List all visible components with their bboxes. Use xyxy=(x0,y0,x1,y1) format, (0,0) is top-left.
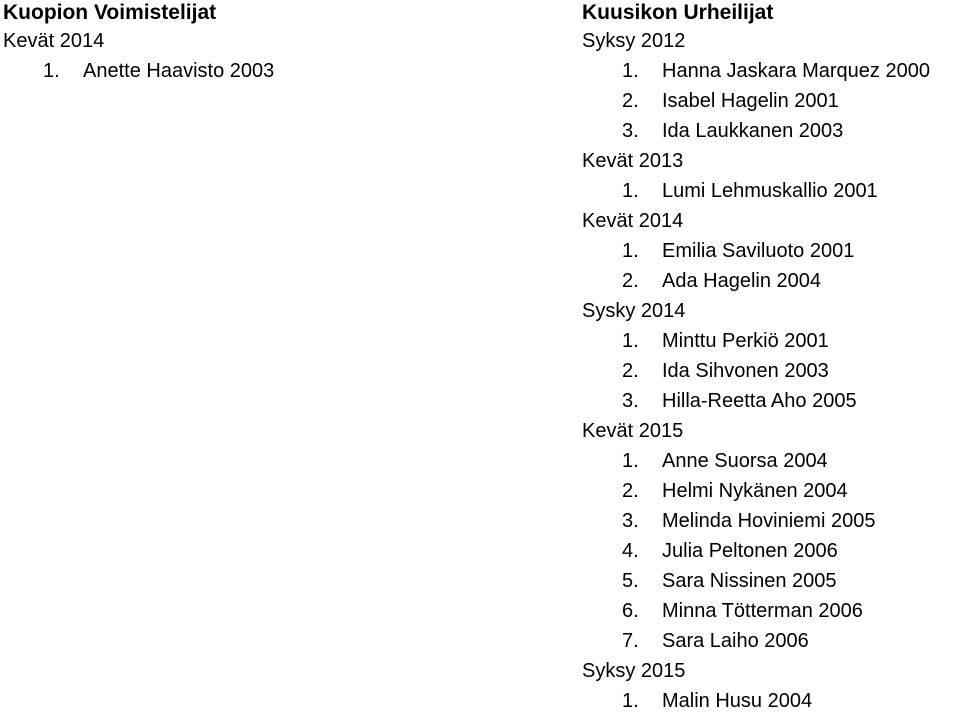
season-heading: Kevät 2014 xyxy=(3,30,105,52)
list-item-text: Malin Husu 2004 xyxy=(662,690,813,712)
list-item xyxy=(582,536,957,566)
list-item-text: Hilla-Reetta Aho 2005 xyxy=(662,390,857,412)
list-item-text: Helmi Nykänen 2004 xyxy=(662,480,848,502)
season-heading: Syksy 2012 xyxy=(582,30,686,52)
list-item xyxy=(582,116,957,146)
list-item xyxy=(582,86,957,116)
list-item-text: Julia Peltonen 2006 xyxy=(662,540,838,562)
list-item xyxy=(582,446,957,476)
season-heading: Kevät 2013 xyxy=(582,150,684,172)
season-heading: Syksy 2015 xyxy=(582,660,686,682)
list-item xyxy=(582,236,957,266)
list-item-number: 1. xyxy=(622,60,639,82)
list-item xyxy=(582,476,957,506)
list-item xyxy=(582,566,957,596)
list-item xyxy=(582,356,957,386)
list-item-number: 1. xyxy=(43,60,60,82)
list-item-text: Anne Suorsa 2004 xyxy=(662,450,828,472)
list-item-number: 3. xyxy=(622,510,639,532)
list-item-number: 2. xyxy=(622,270,639,292)
season-heading: Kevät 2015 xyxy=(582,420,684,442)
list-item-number: 3. xyxy=(622,120,639,142)
list-item-text: Sara Laiho 2006 xyxy=(662,630,809,652)
club-heading: Kuopion Voimistelijat xyxy=(3,1,217,24)
list-item-number: 1. xyxy=(622,450,639,472)
list-item xyxy=(582,686,957,716)
list-item-number: 6. xyxy=(622,600,639,622)
club-column-kuopion-voimistelijat xyxy=(3,0,563,86)
list-item-text: Ida Laukkanen 2003 xyxy=(662,120,844,142)
list-item xyxy=(582,326,957,356)
list-item-text: Sara Nissinen 2005 xyxy=(662,570,837,592)
list-item-number: 1. xyxy=(622,690,639,712)
list-item-text: Isabel Hagelin 2001 xyxy=(662,90,839,112)
list-item-number: 1. xyxy=(622,330,639,352)
list-item xyxy=(582,626,957,656)
list-item-number: 2. xyxy=(622,480,639,502)
list-item-text: Ada Hagelin 2004 xyxy=(662,270,822,292)
list-item-number: 2. xyxy=(622,90,639,112)
list-item-number: 5. xyxy=(622,570,639,592)
season-heading: Sysky 2014 xyxy=(582,300,686,322)
club-column-kuusikon-urheilijat xyxy=(582,0,957,716)
season-groups xyxy=(582,26,957,716)
list-item-number: 1. xyxy=(622,180,639,202)
list-item-text: Hanna Jaskara Marquez 2000 xyxy=(662,60,930,82)
list-item-number: 3. xyxy=(622,390,639,412)
list-item xyxy=(582,176,957,206)
list-item xyxy=(582,506,957,536)
list-item xyxy=(582,596,957,626)
list-item-text: Anette Haavisto 2003 xyxy=(83,60,275,82)
list-item-text: Minna Tötterman 2006 xyxy=(662,600,863,622)
list-item-number: 1. xyxy=(622,240,639,262)
list-item-text: Melinda Hoviniemi 2005 xyxy=(662,510,876,532)
list-item xyxy=(582,266,957,296)
list-item-text: Minttu Perkiö 2001 xyxy=(662,330,829,352)
club-heading: Kuusikon Urheilijat xyxy=(582,1,774,24)
season-heading: Kevät 2014 xyxy=(582,210,684,232)
list-item xyxy=(582,386,957,416)
list-item-text: Emilia Saviluoto 2001 xyxy=(662,240,855,262)
list-item-number: 2. xyxy=(622,360,639,382)
list-item-text: Lumi Lehmuskallio 2001 xyxy=(662,180,878,202)
list-item-text: Ida Sihvonen 2003 xyxy=(662,360,829,382)
list-item xyxy=(3,56,563,86)
list-item xyxy=(582,56,957,86)
list-item-number: 4. xyxy=(622,540,639,562)
list-item-number: 7. xyxy=(622,630,639,652)
